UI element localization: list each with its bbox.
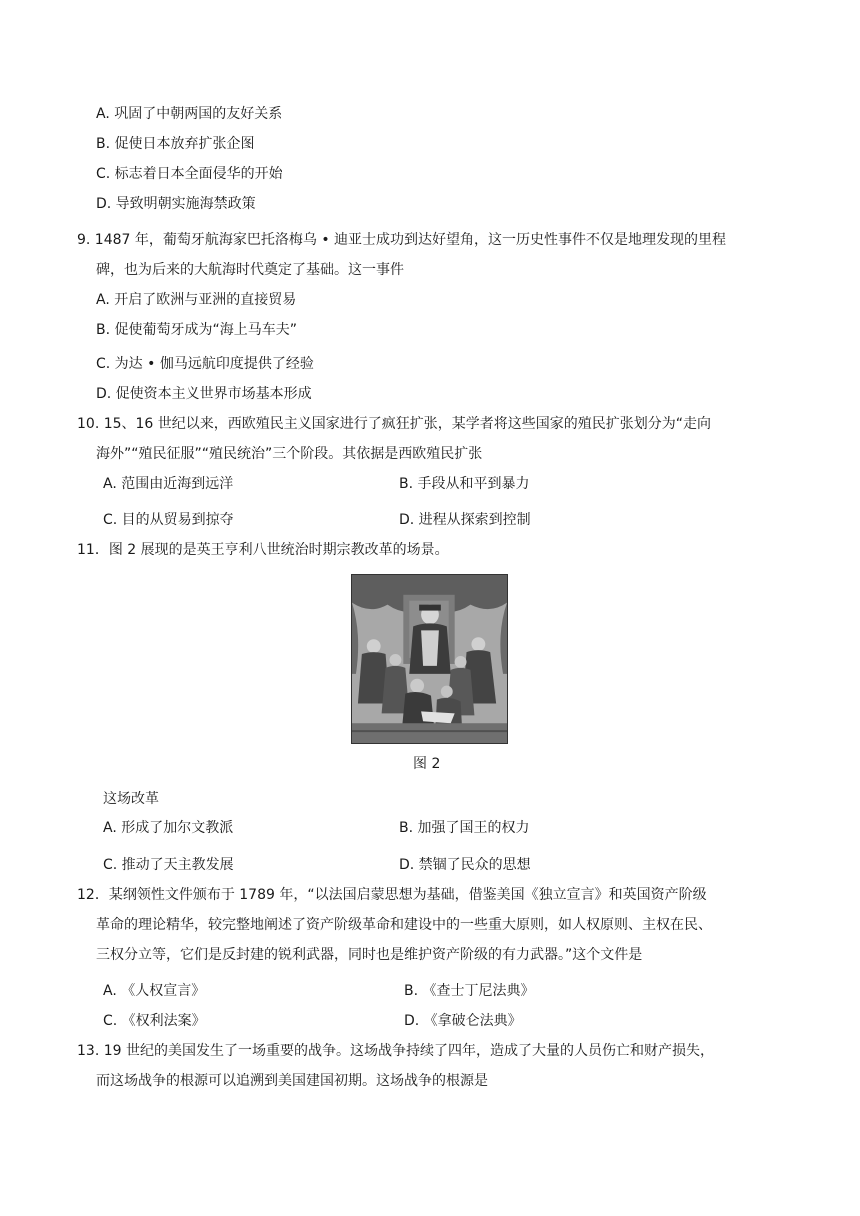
q9-option-c: C. 为达 • 伽马远航印度提供了经验 xyxy=(96,356,314,372)
q8-option-a: A. 巩固了中朝两国的友好关系 xyxy=(96,106,283,122)
q10-stem-line-1: 10. 15、16 世纪以来，西欧殖民主义国家进行了疯狂扩张，某学者将这些国家的殖民扩张划分为“走向 xyxy=(77,416,712,432)
q11-stem: 11．图 2 展现的是英王亨利八世统治时期宗教改革的场景。 xyxy=(77,542,449,558)
q9-option-a: A. 开启了欧洲与亚洲的直接贸易 xyxy=(96,292,297,308)
q13-stem-line-1: 13. 19 世纪的美国发生了一场重要的战争。这场战争持续了四年，造成了大量的人员伤亡和财产损失， xyxy=(77,1043,714,1059)
q8-option-c: C. 标志着日本全面侵华的开始 xyxy=(96,166,283,182)
q11-option-d: D. 禁锢了民众的思想 xyxy=(399,857,531,873)
q10-option-c: C. 目的从贸易到掠夺 xyxy=(103,512,234,528)
engraving-illustration xyxy=(352,575,507,743)
q10-option-a: A. 范围由近海到远洋 xyxy=(103,476,234,492)
q12-option-d: D. 《拿破仑法典》 xyxy=(404,1013,522,1029)
q11-lead: 这场改革 xyxy=(103,791,159,807)
q12-stem-line-2: 革命的理论精华，较完整地阐述了资产阶级革命和建设中的一些重大原则，如人权原则、主权在民、 xyxy=(96,917,712,933)
q10-option-b: B. 手段从和平到暴力 xyxy=(399,476,530,492)
q10-stem-line-2: 海外”“殖民征服”“殖民统治”三个阶段。其依据是西欧殖民扩张 xyxy=(96,446,483,462)
q12-option-a: A. 《人权宣言》 xyxy=(103,983,206,999)
q11-option-a: A. 形成了加尔文教派 xyxy=(103,820,234,836)
q11-option-c: C. 推动了天主教发展 xyxy=(103,857,234,873)
q11-option-b: B. 加强了国王的权力 xyxy=(399,820,530,836)
q8-option-d: D. 导致明朝实施海禁政策 xyxy=(96,196,256,212)
q12-stem-line-1: 12．某纲领性文件颁布于 1789 年，“以法国启蒙思想为基础，借鉴美国《独立宣言》和英国资产阶级 xyxy=(77,887,707,903)
figure-2-caption: 图 2 xyxy=(413,756,441,772)
q10-option-d: D. 进程从探索到控制 xyxy=(399,512,531,528)
q9-stem-line-1: 9. 1487 年，葡萄牙航海家巴托洛梅乌 • 迪亚士成功到达好望角，这一历史性事件不仅是地理发现的里程 xyxy=(77,232,727,248)
q9-stem-line-2: 碑，也为后来的大航海时代奠定了基础。这一事件 xyxy=(96,262,404,278)
q13-stem-line-2: 而这场战争的根源可以追溯到美国建国初期。这场战争的根源是 xyxy=(96,1073,488,1089)
q12-option-b: B. 《查士丁尼法典》 xyxy=(404,983,535,999)
q8-option-b: B. 促使日本放弃扩张企图 xyxy=(96,136,255,152)
q9-option-d: D. 促使资本主义世界市场基本形成 xyxy=(96,386,312,402)
figure-2-engraving xyxy=(351,574,508,744)
q12-stem-line-3: 三权分立等，它们是反封建的锐利武器，同时也是维护资产阶级的有力武器。”这个文件是 xyxy=(96,947,643,963)
q9-option-b: B. 促使葡萄牙成为“海上马车夫” xyxy=(96,322,298,338)
q12-option-c: C. 《权利法案》 xyxy=(103,1013,206,1029)
